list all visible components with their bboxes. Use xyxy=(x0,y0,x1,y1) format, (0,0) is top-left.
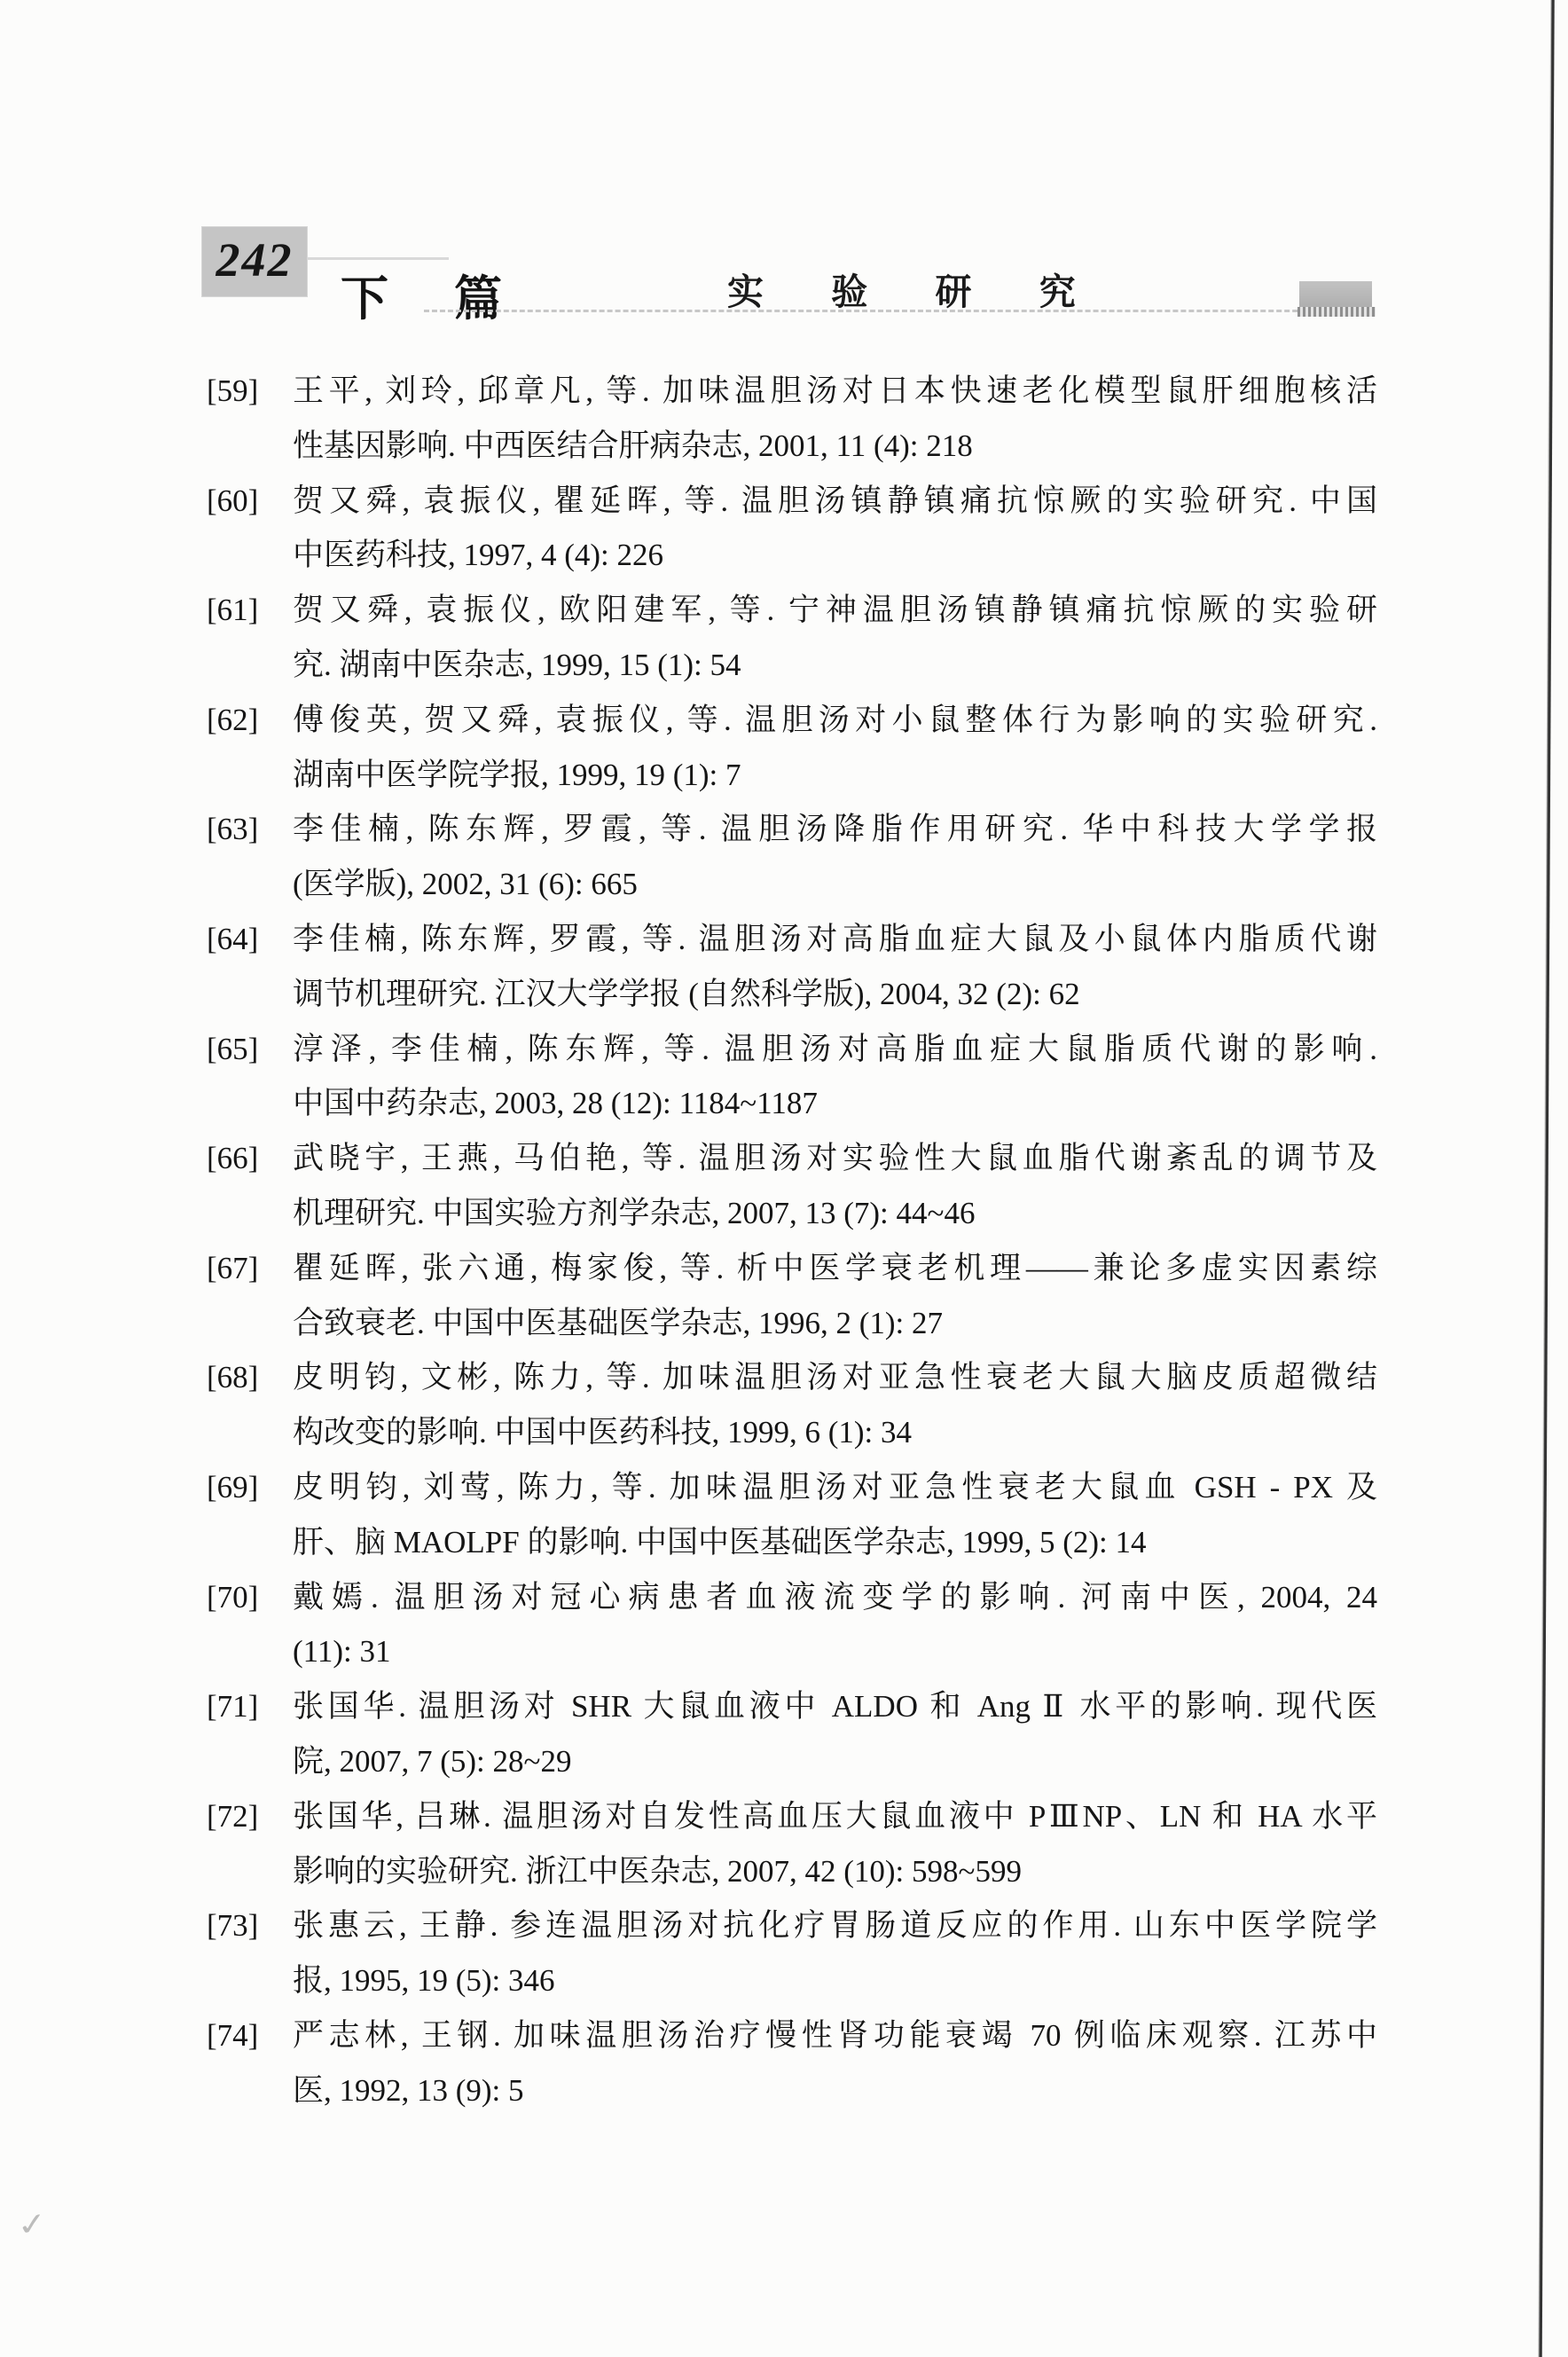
reference-text xyxy=(293,1350,1377,1460)
reference-line: 性基因影响. 中西医结合肝病杂志, 2001, 11 (4): 218 xyxy=(293,428,973,463)
reference-line: (医学版), 2002, 31 (6): 665 xyxy=(293,867,638,902)
reference-number: [59] xyxy=(207,373,259,408)
reference-entry xyxy=(207,1570,1377,1680)
reference-line: 报, 1995, 19 (5): 346 xyxy=(293,1963,555,1999)
reference-number: [71] xyxy=(207,1689,259,1725)
section-title: 实 验 研 究 xyxy=(727,271,1105,312)
reference-number: [61] xyxy=(207,593,259,628)
reference-number: [69] xyxy=(207,1469,259,1505)
scan-smudge-halftone xyxy=(1298,307,1376,317)
reference-entry xyxy=(207,474,1377,584)
reference-text xyxy=(293,1789,1377,1899)
reference-line: 究. 湖南中医杂志, 1999, 15 (1): 54 xyxy=(293,647,741,682)
reference-entry xyxy=(207,364,1377,474)
part-label: 下篇 xyxy=(341,272,568,326)
reference-line: 戴嫣. 温胆汤对冠心病患者血液流变学的影响. 河南中医, 2004, 24 xyxy=(293,1579,1377,1615)
reference-text xyxy=(293,583,1377,693)
reference-entry xyxy=(207,1789,1377,1899)
reference-number: [74] xyxy=(207,2017,259,2053)
reference-text xyxy=(293,802,1377,912)
reference-entry xyxy=(207,693,1377,803)
header-tail-line xyxy=(307,257,449,260)
reference-line: 皮明钧, 刘莺, 陈力, 等. 加味温胆汤对亚急性衰老大鼠血 GSH - PX 及 xyxy=(293,1469,1377,1505)
reference-entry xyxy=(207,1241,1377,1351)
reference-line: 张惠云, 王静. 参连温胆汤对抗化疗胃肠道反应的作用. 山东中医学院学 xyxy=(293,1908,1377,1944)
reference-text xyxy=(293,2008,1377,2118)
reference-line: 合致衰老. 中国中医基础医学杂志, 1996, 2 (1): 27 xyxy=(293,1305,944,1340)
reference-number: [66] xyxy=(207,1141,259,1176)
reference-number: [65] xyxy=(207,1031,259,1066)
reference-text xyxy=(293,693,1377,803)
reference-text xyxy=(293,1131,1377,1241)
reference-text xyxy=(293,1022,1377,1132)
reference-entry xyxy=(207,1131,1377,1241)
reference-line: 湖南中医学院学报, 1999, 19 (1): 7 xyxy=(293,757,741,792)
reference-number: [62] xyxy=(207,702,259,737)
reference-line: 院, 2007, 7 (5): 28~29 xyxy=(293,1743,572,1779)
reference-number: [73] xyxy=(207,1908,259,1944)
reference-text xyxy=(293,364,1377,474)
reference-number: [72] xyxy=(207,1798,259,1834)
reference-line: 瞿延晖, 张六通, 梅家俊, 等. 析中医学衰老机理——兼论多虚实因素综 xyxy=(293,1250,1377,1285)
reference-entry xyxy=(207,802,1377,912)
reference-text xyxy=(293,474,1377,584)
reference-line: 淳泽, 李佳楠, 陈东辉, 等. 温胆汤对高脂血症大鼠脂质代谢的影响. xyxy=(293,1031,1377,1066)
reference-line: 傅俊英, 贺又舜, 袁振仪, 等. 温胆汤对小鼠整体行为影响的实验研究. xyxy=(293,702,1377,737)
header-dashed-rule xyxy=(424,310,1369,312)
reference-line: 李佳楠, 陈东辉, 罗霞, 等. 温胆汤降脂作用研究. 华中科技大学学报 xyxy=(293,812,1377,847)
reference-entry xyxy=(207,1679,1377,1789)
reference-line: 贺又舜, 袁振仪, 欧阳建军, 等. 宁神温胆汤镇静镇痛抗惊厥的实验研 xyxy=(293,593,1377,628)
reference-number: [64] xyxy=(207,921,259,956)
reference-list xyxy=(207,364,1377,2118)
reference-line: 张国华, 吕琳. 温胆汤对自发性高血压大鼠血液中 PⅢNP、LN 和 HA 水平 xyxy=(293,1798,1377,1834)
reference-number: [68] xyxy=(207,1360,259,1395)
reference-entry xyxy=(207,583,1377,693)
reference-number: [60] xyxy=(207,483,259,518)
reference-line: 张国华. 温胆汤对 SHR 大鼠血液中 ALDO 和 Ang Ⅱ 水平的影响. 现代医 xyxy=(293,1689,1377,1725)
reference-line: 中医药科技, 1997, 4 (4): 226 xyxy=(293,538,664,573)
page-number-badge xyxy=(202,227,307,296)
reference-line: 构改变的影响. 中国中医药科技, 1999, 6 (1): 34 xyxy=(293,1415,913,1450)
reference-text xyxy=(293,1679,1377,1789)
reference-line: 肝、脑 MAOLPF 的影响. 中国中医基础医学杂志, 1999, 5 (2): 14 xyxy=(293,1524,1147,1560)
reference-text xyxy=(293,1460,1377,1570)
reference-line: 调节机理研究. 江汉大学学报 (自然科学版), 2004, 32 (2): 62 xyxy=(293,976,1080,1011)
reference-entry xyxy=(207,1460,1377,1570)
reference-text xyxy=(293,1898,1377,2008)
reference-line: 影响的实验研究. 浙江中医杂志, 2007, 42 (10): 598~599 xyxy=(293,1853,1022,1889)
scan-smudge xyxy=(1299,281,1372,308)
page-number: 242 xyxy=(216,233,294,287)
reference-line: 皮明钧, 文彬, 陈力, 等. 加味温胆汤对亚急性衰老大鼠大脑皮质超微结 xyxy=(293,1360,1377,1395)
reference-line: 严志林, 王钢. 加味温胆汤治疗慢性肾功能衰竭 70 例临床观察. 江苏中 xyxy=(293,2017,1377,2053)
reference-line: 李佳楠, 陈东辉, 罗霞, 等. 温胆汤对高脂血症大鼠及小鼠体内脂质代谢 xyxy=(293,921,1377,956)
reference-entry xyxy=(207,1898,1377,2008)
reference-line: 机理研究. 中国实验方剂学杂志, 2007, 13 (7): 44~46 xyxy=(293,1195,976,1230)
reference-number: [70] xyxy=(207,1579,259,1615)
reference-text xyxy=(293,1241,1377,1351)
reference-number: [67] xyxy=(207,1250,259,1285)
reference-text xyxy=(293,912,1377,1022)
reference-line: 武晓宇, 王燕, 马伯艳, 等. 温胆汤对实验性大鼠血脂代谢紊乱的调节及 xyxy=(293,1141,1377,1176)
reference-entry xyxy=(207,2008,1377,2118)
reference-text xyxy=(293,1570,1377,1680)
reference-entry xyxy=(207,1022,1377,1132)
reference-line: 贺又舜, 袁振仪, 瞿延晖, 等. 温胆汤镇静镇痛抗惊厥的实验研究. 中国 xyxy=(293,483,1377,518)
reference-entry xyxy=(207,1350,1377,1460)
pen-mark: ✓ xyxy=(14,2206,50,2244)
reference-line: 王平, 刘玲, 邱章凡, 等. 加味温胆汤对日本快速老化模型鼠肝细胞核活 xyxy=(293,373,1377,408)
reference-entry xyxy=(207,912,1377,1022)
reference-line: (11): 31 xyxy=(293,1634,391,1670)
reference-number: [63] xyxy=(207,812,259,847)
reference-line: 医, 1992, 13 (9): 5 xyxy=(293,2072,524,2108)
reference-line: 中国中药杂志, 2003, 28 (12): 1184~1187 xyxy=(293,1086,818,1121)
